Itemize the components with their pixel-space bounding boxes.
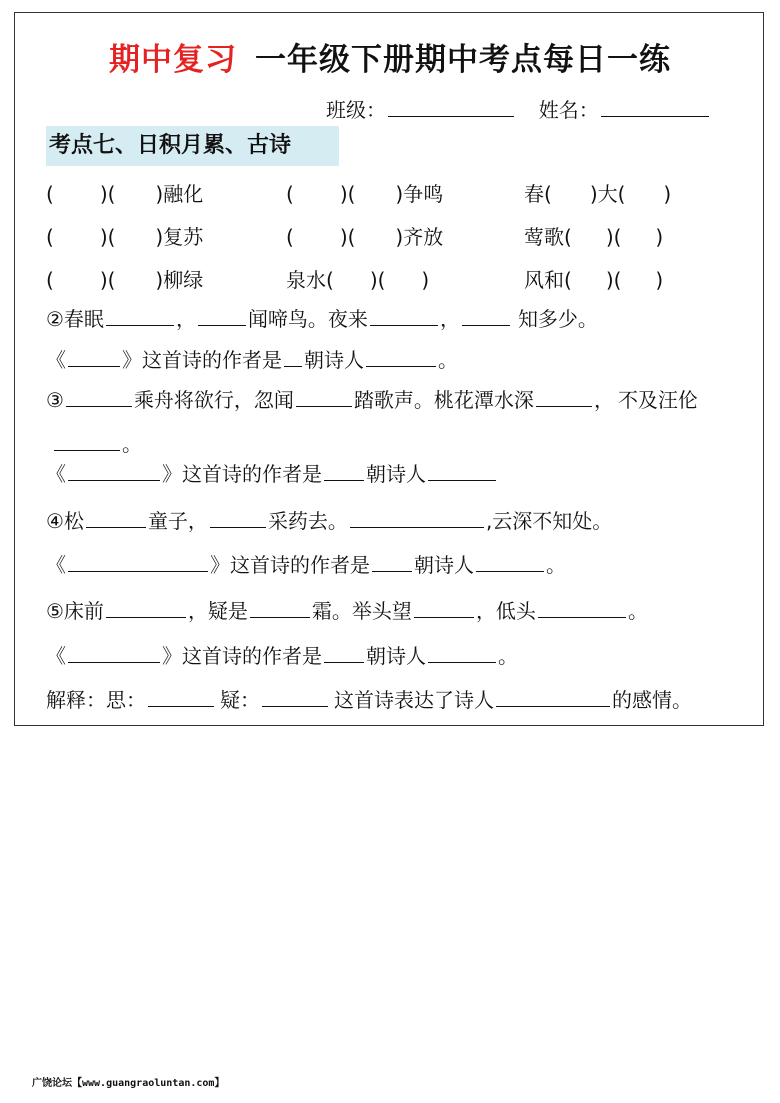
q-text: 朝诗人 <box>304 348 364 372</box>
blank[interactable] <box>428 642 496 663</box>
q2-text: ， <box>439 307 460 331</box>
grid-cell: ( <box>286 182 294 206</box>
grid-cell: ( <box>286 225 294 249</box>
blank[interactable] <box>324 642 364 663</box>
grid-cell: 泉水( <box>286 268 334 292</box>
blank[interactable] <box>536 386 592 407</box>
q-text: 》这首诗的作者是 <box>162 462 322 486</box>
explain-text: 的感情。 <box>612 688 692 712</box>
q-text: 《 <box>46 644 66 668</box>
grid-cell: )复苏 <box>155 225 204 249</box>
grid-cell: ( <box>46 182 54 206</box>
grid-cell: ) <box>655 225 664 249</box>
grid-cell: )齐放 <box>395 225 444 249</box>
q5-text: ，疑是 <box>187 599 248 623</box>
q3-text: ， <box>593 388 614 412</box>
q4-line <box>46 505 612 534</box>
grid-row-3b <box>286 264 429 293</box>
q2-text: 闻啼鸟。夜来 <box>247 307 368 331</box>
grid-row-3c <box>524 264 663 293</box>
grid-cell: )( <box>99 268 116 292</box>
q2-text: 知多少。 <box>517 307 598 331</box>
q2-text: ②春眠 <box>46 307 104 331</box>
grid-cell: )大( <box>589 182 626 206</box>
blank[interactable] <box>496 686 610 707</box>
grid-cell: )( <box>339 225 356 249</box>
q3-text: 乘舟将欲行，忽闻 <box>133 388 294 412</box>
blank[interactable] <box>350 507 484 528</box>
blank[interactable] <box>54 430 120 451</box>
q-text: 朝诗人 <box>414 553 474 577</box>
grid-cell: ) <box>421 268 430 292</box>
q2-line <box>46 303 598 332</box>
blank[interactable] <box>284 346 302 367</box>
name-label: 姓名： <box>538 98 599 122</box>
grid-cell: ( <box>46 268 54 292</box>
blank[interactable] <box>538 597 626 618</box>
q5-text: ⑤床前 <box>46 599 104 623</box>
q5-text: 。 <box>627 599 648 623</box>
grid-cell: )( <box>605 225 622 249</box>
grid-cell: )( <box>339 182 356 206</box>
grid-cell: ) <box>663 182 672 206</box>
q4-author-line <box>46 549 566 578</box>
q5-line <box>46 595 648 624</box>
blank[interactable] <box>476 551 544 572</box>
blank[interactable] <box>106 305 174 326</box>
blank[interactable] <box>324 460 364 481</box>
grid-row-2 <box>46 221 203 250</box>
blank[interactable] <box>66 386 132 407</box>
grid-row-1b <box>286 178 443 207</box>
grid-cell: 风和( <box>524 268 572 292</box>
blank[interactable] <box>428 460 496 481</box>
grid-cell: )( <box>99 182 116 206</box>
title-black: 一年级下册期中考点每日一练 <box>255 42 671 78</box>
q-text: 》这首诗的作者是 <box>122 348 282 372</box>
grid-cell: )融化 <box>155 182 204 206</box>
blank[interactable] <box>210 507 266 528</box>
grid-row-1 <box>46 178 203 207</box>
title-red: 期中复习 <box>109 42 237 78</box>
q5-text: ，低头 <box>475 599 536 623</box>
q3-text: 踏歌声。桃花潭水深 <box>353 388 534 412</box>
blank[interactable] <box>250 597 310 618</box>
q2-author-line <box>46 344 458 373</box>
blank[interactable] <box>68 551 208 572</box>
grid-cell: )柳绿 <box>155 268 204 292</box>
blank[interactable] <box>366 346 436 367</box>
q-text: 朝诗人 <box>366 644 426 668</box>
q-text: 》这首诗的作者是 <box>210 553 370 577</box>
grid-row-2c <box>524 221 663 250</box>
blank[interactable] <box>414 597 474 618</box>
blank[interactable] <box>68 346 120 367</box>
info-row <box>326 94 711 123</box>
q2-text: ， <box>175 307 196 331</box>
q3-line <box>46 384 698 413</box>
blank[interactable] <box>68 642 160 663</box>
grid-row-3 <box>46 264 203 293</box>
grid-cell: ( <box>46 225 54 249</box>
blank[interactable] <box>262 686 328 707</box>
grid-cell: 春( <box>524 182 552 206</box>
q-text: 。 <box>438 348 458 372</box>
grid-cell: )( <box>99 225 116 249</box>
explain-text: 解释：思： <box>46 688 146 712</box>
q3-author-line <box>46 458 498 487</box>
explain-line <box>46 684 692 713</box>
q-text: 》这首诗的作者是 <box>162 644 322 668</box>
page-title <box>0 34 780 79</box>
q-text: 《 <box>46 462 66 486</box>
section-heading: 考点七、日积月累、古诗 <box>46 126 339 166</box>
q-text: 《 <box>46 553 66 577</box>
class-field[interactable] <box>388 96 514 117</box>
grid-cell: )( <box>605 268 622 292</box>
blank[interactable] <box>296 386 352 407</box>
q4-text: ,云深不知处。 <box>485 509 613 533</box>
name-field[interactable] <box>601 96 709 117</box>
explain-text: 这首诗表达了诗人 <box>334 688 494 712</box>
q-text: 《 <box>46 348 66 372</box>
blank[interactable] <box>370 305 438 326</box>
grid-cell: )( <box>369 268 386 292</box>
blank[interactable] <box>86 507 146 528</box>
q-text: 。 <box>498 644 518 668</box>
q3-text: 不及汪伦 <box>617 388 698 412</box>
blank[interactable] <box>68 460 160 481</box>
q3-text: 。 <box>122 432 142 456</box>
blank[interactable] <box>106 597 186 618</box>
grid-cell: ) <box>655 268 664 292</box>
q3-cont-line <box>52 428 142 457</box>
q4-text: ④松 <box>46 509 84 533</box>
q5-text: 霜。举头望 <box>311 599 412 623</box>
class-label: 班级： <box>326 98 386 122</box>
q5-author-line <box>46 640 518 669</box>
grid-cell: )争鸣 <box>395 182 444 206</box>
q3-text: ③ <box>46 388 64 412</box>
q4-text: 采药去。 <box>267 509 348 533</box>
q-text: 朝诗人 <box>366 462 426 486</box>
blank[interactable] <box>148 686 214 707</box>
blank[interactable] <box>198 305 246 326</box>
explain-text: 疑： <box>220 688 260 712</box>
q-text: 。 <box>546 553 566 577</box>
grid-row-2b <box>286 221 443 250</box>
grid-row-1c <box>524 178 671 207</box>
footer-watermark: 广饶论坛【www.guangraoluntan.com】 <box>32 1078 225 1089</box>
blank[interactable] <box>462 305 510 326</box>
blank[interactable] <box>372 551 412 572</box>
grid-cell: 莺歌( <box>524 225 572 249</box>
q4-text: 童子， <box>147 509 208 533</box>
